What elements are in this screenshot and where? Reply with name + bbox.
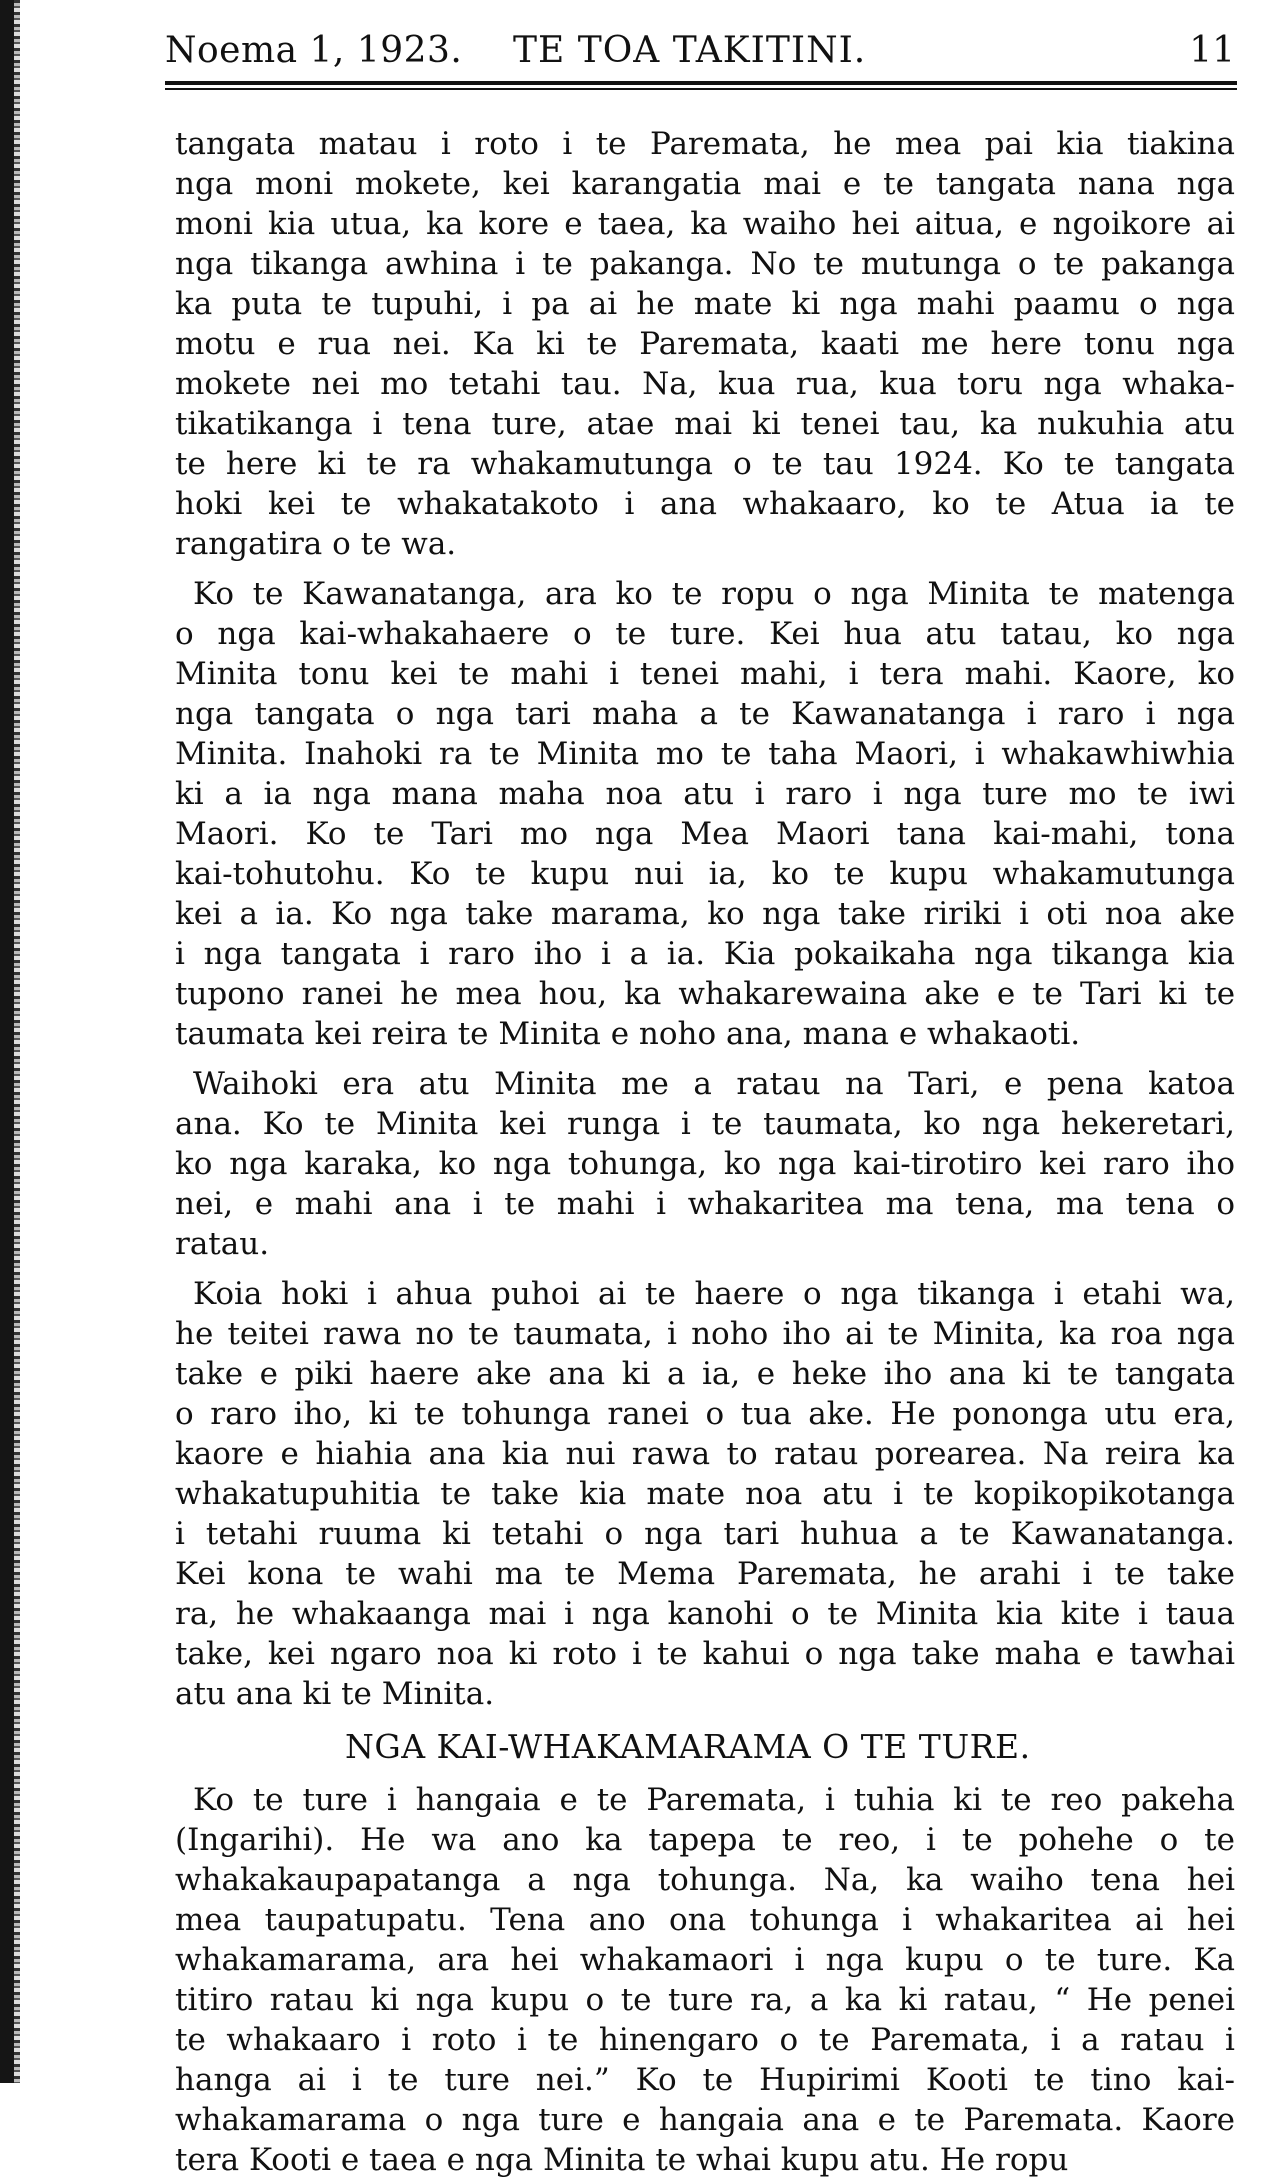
paragraph-5 xyxy=(175,1780,1280,2180)
paragraph-1 xyxy=(175,124,1280,564)
text-line: kei a ia. Ko nga take marama, ko nga take ririki i oti noa ake xyxy=(175,896,1236,932)
text-line: take, kei ngaro noa ki roto i te kahui o nga take maha e tawhai xyxy=(175,1636,1236,1672)
text-line: Waihoki era atu Minita me a ratau na Tari, e pena katoa xyxy=(193,1066,1235,1102)
page-number: 11 xyxy=(1189,30,1235,71)
text-line: ki a ia nga mana maha noa atu i raro i nga ture mo te iwi xyxy=(175,776,1236,812)
text-line: take e piki haere ake ana ki a ia, e heke iho ana ki te tangata xyxy=(175,1356,1236,1392)
text-line: whakamarama o nga ture e hangaia ana e te Paremata. Kaore xyxy=(175,2102,1235,2138)
text-line: te here ki te ra whakamutunga o te tau 1924. Ko te tangata xyxy=(175,446,1235,482)
text-line: ka puta te tupuhi, i pa ai he mate ki nga mahi paamu o nga xyxy=(175,286,1236,322)
text-line: nei, e mahi ana i te mahi i whakaritea ma tena, ma tena o xyxy=(175,1186,1236,1222)
text-line: taumata kei reira te Minita e noho ana, mana e whakaoti. xyxy=(175,1016,1081,1052)
text-line: tera Kooti e taea e nga Minita te whai kupu atu. He ropu xyxy=(175,2142,1069,2178)
text-line: titiro ratau ki nga kupu o te ture ra, a ka ki ratau, “ He penei xyxy=(175,1982,1236,2018)
text-line: atu ana ki te Minita. xyxy=(175,1676,495,1712)
paragraph-4 xyxy=(175,1274,1280,1714)
text-line: Kei kona te wahi ma te Mema Paremata, he arahi i te take xyxy=(175,1556,1235,1592)
text-line: mea taupatupatu. Tena ano ona tohunga i whakaritea ai hei xyxy=(175,1902,1236,1938)
text-line: whakamarama, ara hei whakamaori i nga kupu o te ture. Ka xyxy=(175,1942,1236,1978)
section-heading: NGA KAI-WHAKAMARAMA O TE TURE. xyxy=(345,1727,1031,1766)
text-line: i tetahi ruuma ki tetahi o nga tari huhua a te Kawanatanga. xyxy=(175,1516,1235,1552)
text-line: kai-tohutohu. Ko te kupu nui ia, ko te kupu whakamutunga xyxy=(175,856,1235,892)
text-line: ratau. xyxy=(175,1226,270,1262)
text-line: mokete nei mo tetahi tau. Na, kua rua, kua toru nga whaka- xyxy=(175,366,1235,402)
text-line: Ko te Kawanatanga, ara ko te ropu o nga Minita te matenga xyxy=(193,576,1236,612)
text-line: Koia hoki i ahua puhoi ai te haere o nga tikanga i etahi wa, xyxy=(193,1276,1235,1312)
text-line: (Ingarihi). He wa ano ka tapepa te reo, i te pohehe o te xyxy=(175,1822,1235,1858)
text-line: Minita tonu kei te mahi i tenei mahi, i tera mahi. Kaore, ko xyxy=(175,656,1236,692)
publication-title: TE TOA TAKITINI. xyxy=(513,30,867,71)
text-line: moni kia utua, ka kore e taea, ka waiho hei aitua, e ngoikore ai xyxy=(175,206,1235,242)
text-line: nga tangata o nga tari maha a te Kawanatanga i raro i nga xyxy=(175,696,1236,732)
text-line: kaore e hiahia ana kia nui rawa to ratau porearea. Na reira ka xyxy=(175,1436,1235,1472)
text-line: ana. Ko te Minita kei runga i te taumata, ko nga hekeretari, xyxy=(175,1106,1235,1142)
text-line: nga tikanga awhina i te pakanga. No te mutunga o te pakanga xyxy=(175,246,1235,282)
header-rule-thick xyxy=(165,81,1237,85)
text-line: whakakaupapatanga a nga tohunga. Na, ka waiho tena hei xyxy=(175,1862,1236,1898)
text-line: ra, he whakaanga mai i nga kanohi o te Minita kia kite i taua xyxy=(175,1596,1235,1632)
text-line: tangata matau i roto i te Paremata, he mea pai kia tiakina xyxy=(175,126,1236,162)
text-line: motu e rua nei. Ka ki te Paremata, kaati me here tonu nga xyxy=(175,326,1236,362)
text-line: hoki kei te whakatakoto i ana whakaaro, ko te Atua ia te xyxy=(175,486,1236,522)
text-line: ko nga karaka, ko nga tohunga, ko nga kai-tirotiro kei raro iho xyxy=(175,1146,1236,1182)
header-rule-thin xyxy=(165,88,1237,90)
text-line: he teitei rawa no te taumata, i noho iho ai te Minita, ka roa nga xyxy=(175,1316,1235,1352)
text-line: tikatikanga i tena ture, atae mai ki tenei tau, ka nukuhia atu xyxy=(175,406,1235,442)
binding-edge xyxy=(0,0,14,2083)
text-line: i nga tangata i raro iho i a ia. Kia pokaikaha nga tikanga kia xyxy=(175,936,1236,972)
text-line: Minita. Inahoki ra te Minita mo te taha Maori, i whakawhiwhia xyxy=(175,736,1235,772)
text-line: nga moni mokete, kei karangatia mai e te tangata nana nga xyxy=(175,166,1235,202)
text-line: o nga kai-whakahaere o te ture. Kei hua atu tatau, ko nga xyxy=(175,616,1236,652)
text-line: Maori. Ko te Tari mo nga Mea Maori tana kai-mahi, tona xyxy=(175,816,1235,852)
header-date: Noema 1, 1923. xyxy=(165,30,463,71)
text-line: rangatira o te wa. xyxy=(175,526,457,562)
paragraph-3 xyxy=(175,1064,1280,1264)
binding-edge-texture xyxy=(14,0,20,2083)
text-line: te whakaaro i roto i te hinengaro o te Paremata, i a ratau i xyxy=(175,2022,1235,2058)
text-line: o raro iho, ki te tohunga ranei o tua ake. He pononga utu era, xyxy=(175,1396,1235,1432)
article-body xyxy=(175,124,1280,2180)
paragraph-2 xyxy=(175,574,1280,1054)
text-line: tupono ranei he mea hou, ka whakarewaina ake e te Tari ki te xyxy=(175,976,1236,1012)
text-line: Ko te ture i hangaia e te Paremata, i tuhia ki te reo pakeha xyxy=(193,1782,1236,1818)
text-line: hanga ai i te ture nei.” Ko te Hupirimi Kooti te tino kai- xyxy=(175,2062,1235,2098)
text-line: whakatupuhitia te take kia mate noa atu i te kopikopikotanga xyxy=(175,1476,1235,1512)
page-header xyxy=(165,30,1235,80)
